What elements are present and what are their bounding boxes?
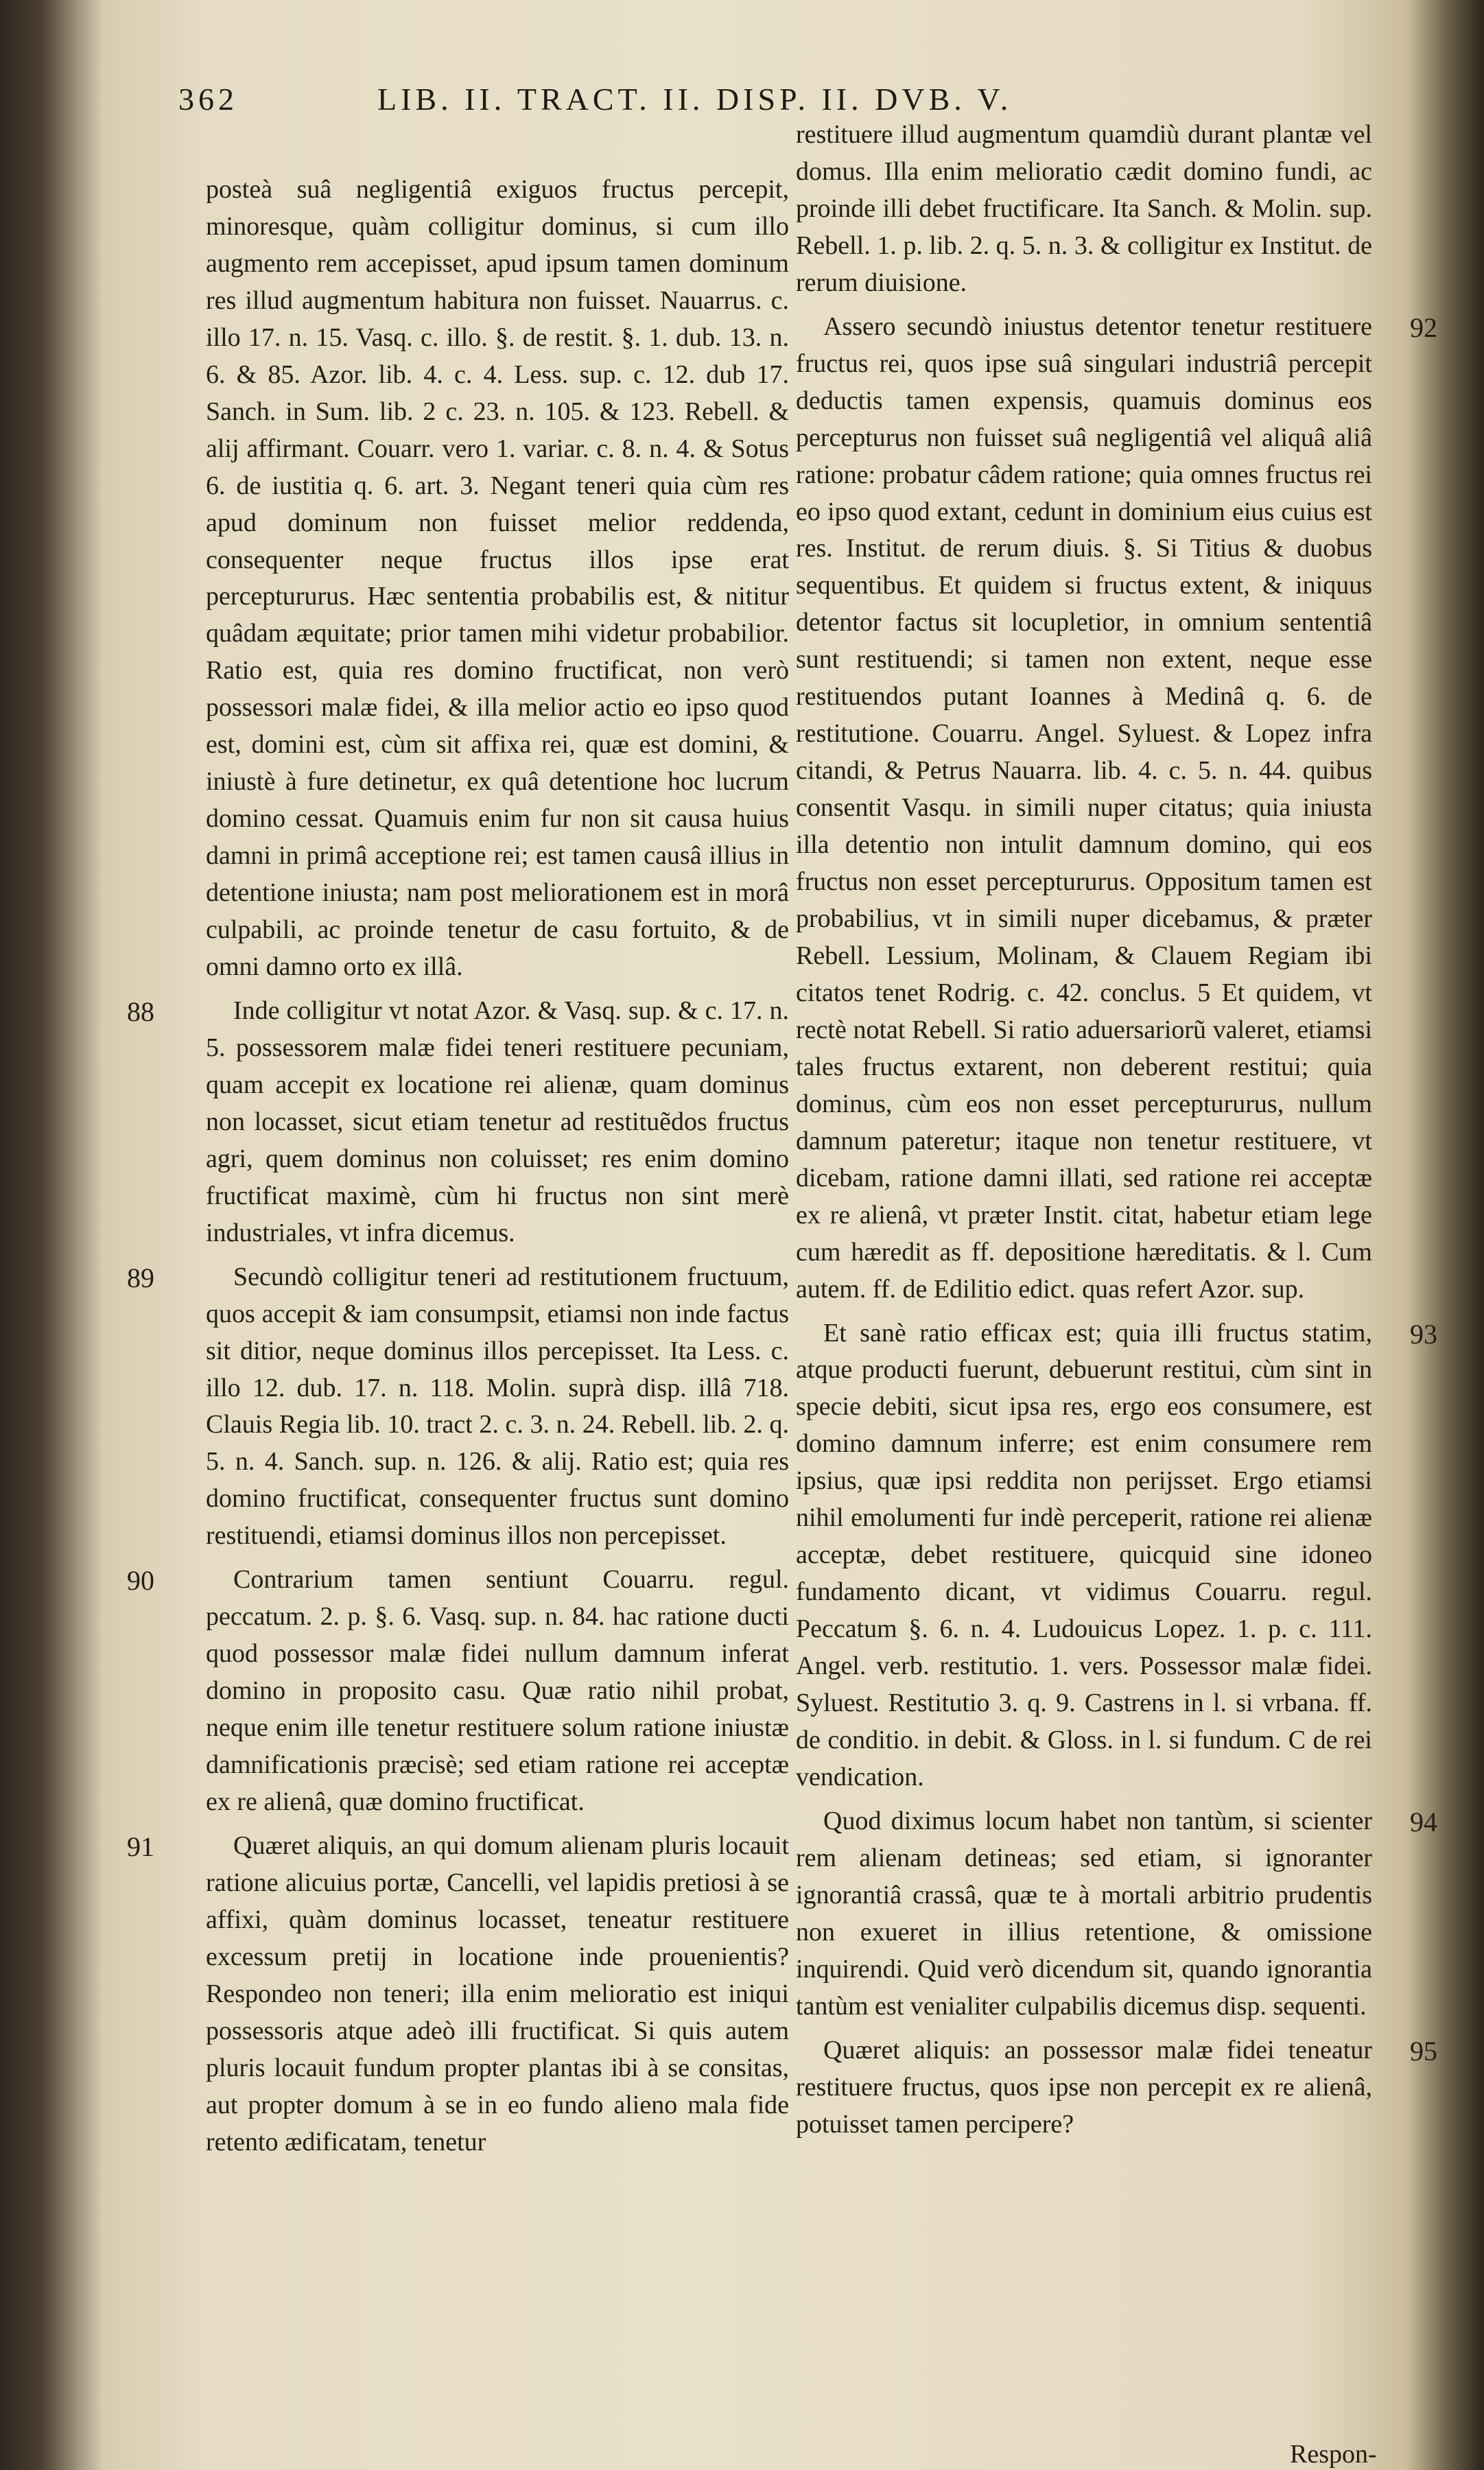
paragraph-text: Secundò colligitur teneri ad restitutionem fructuum, quos accepit & iam consumpsit, etiamsi non inde factus sit ditior, neque dominus illos percepisset. Ita Less. c. illo 12. dub. 17. n. 118. Molin. suprà disp. illâ 718. Clauis Regia lib. 10. tract 2. c. 3. n. 24. Rebell. lib. 2. q. 5. n. 4. Sanch. sup. n. 126. & alij. Ratio est; quia res domino fructificat, consequenter fructus sunt domino restituendi, etiamsi dominus illos non percepisset. (206, 1262, 789, 1551)
paragraph (796, 309, 1437, 1308)
paragraph (127, 1259, 789, 1555)
catchword: Respon- (1290, 2440, 1377, 2469)
book-page (96, 0, 1441, 2470)
paragraph-text: Quæret aliquis, an qui domum alienam pluris locauit ratione alicuius portæ, Cancelli, vel lapidis pretiosi à se affixi, quàm dominus locasset, teneatur restituere excessum pretij in locatione inde prouenientis? Respondeo non teneri; illa enim melioratio est iniqui possessoris atque adeò illi fructificat. Si quis autem pluris locauit fundum propter plantas ibi à se consitas, aut propter domum à se in eo fundo alieno mala fide retento ædificatam, tenetur (206, 1831, 789, 2156)
paragraph (206, 172, 789, 986)
margin-number: 90 (127, 1565, 154, 1597)
left-column (127, 172, 789, 2168)
paragraph-text: Contrarium tamen sentiunt Couarru. regul. peccatum. 2. p. §. 6. Vasq. sup. n. 84. hac ratione ducti quod possessor malæ fidei nullum damnum inferat domino in proposito casu. Quæ ratio nihil probat, neque enim ille tenetur restituere solum ratione iniustæ damnificationis præcisè; sed etiam ratione rei acceptæ ex re alienâ, quæ domino fructificat. (206, 1565, 789, 1816)
paragraph (127, 1562, 789, 1821)
paragraph-text: Inde colligitur vt notat Azor. & Vasq. sup. & c. 17. n. 5. possessorem malæ fidei teneri restituere pecuniam, quam accepit ex locatione rei alienæ, quam dominus non locasset, sicut etiam tenetur ad restituẽdos fructus agri, quem dominus non coluisset; res enim domino fructificat maximè, cùm hi fructus non sint merè industriales, vt infra dicemus. (206, 996, 789, 1247)
paragraph-text: restituere illud augmentum quamdiù durant plantæ vel domus. Illa enim melioratio cædit domino fundi, ac proinde illi debet fructificare. Ita Sanch. & Molin. sup. Rebell. 1. p. lib. 2. q. 5. n. 3. & colligitur ex Institut. de rerum diuisione. (796, 120, 1372, 297)
right-column (796, 117, 1437, 2150)
margin-number: 92 (1410, 311, 1437, 343)
paragraph (796, 2032, 1437, 2143)
paragraph (796, 1315, 1437, 1796)
paragraph-text: Quæret aliquis: an possessor malæ fidei teneatur restituere fructus, quos ipse non percepit ex re alienâ, potuisset tamen percipere? (796, 2035, 1372, 2139)
margin-number: 88 (127, 996, 154, 1027)
page-number: 362 (178, 82, 238, 117)
margin-number: 95 (1410, 2035, 1437, 2067)
paragraph (127, 1828, 789, 2161)
margin-number: 93 (1410, 1318, 1437, 1350)
margin-number: 91 (127, 1831, 154, 1862)
running-head: LIB. II. TRACT. II. DISP. II. DVB. V. (377, 82, 1013, 117)
paragraph (796, 1803, 1437, 2025)
margin-number: 94 (1410, 1806, 1437, 1837)
paragraph-text: Assero secundò iniustus detentor tenetur restituere fructus rei, quos ipse suâ singulari industriâ percepit deductis tamen expensis, quamuis dominus eos percepturus non fuisset suâ negligentiâ vel aliquâ aliâ ratione: probatur câdem ratione; quia omnes fructus rei eo ipso quod extant, cedunt in dominium eius cuius est res. Institut. de rerum diuis. §. Si Titius & duobus sequentibus. Et quidem si fructus extent, & iniquus detentor factus sit locupletior, in omnium sententiâ sunt restituendi; si tamen non extent, neque esse restituendos putant Ioannes à Medinâ q. 6. de restitutione. Couarru. Angel. Syluest. & Lopez infra citandi, & Petrus Nauarra. lib. 4. c. 5. n. 44. quibus consentit Vasqu. in simili nuper citatus; quia iniusta illa detentio non intulit damnum domino, qui eos fructus non esset perceptururus. Oppositum tamen est probabilius, vt in simili nuper dicebamus, & præter Rebell. Lessium, Molinam, & Clauem Regiam ibi citatos tenet Rodrig. c. 42. conclus. 5 Et quidem, vt rectè notat Rebell. Si ratio aduersariorũ valeret, etiamsi tales fructus extarent, non deberent restitui; quia dominus, cùm eos non esset perceptururus, nullum damnum pateretur; itaque non tenetur restituere, vt dicebam, ratione damni illati, sed ratione rei acceptæ ex re alienâ, vt præter Instit. citat, habetur etiam lege cum hæredit as ff. depositione hæreditatis. & l. Cum autem. ff. de Edilitio edict. quas refert Azor. sup. (796, 311, 1372, 1304)
paragraph (127, 993, 789, 1252)
paragraph-text: posteà suâ negligentiâ exiguos fructus percepit, minoresque, quàm colligitur dominus, si cum illo augmento rem accepisset, apud ipsum tamen dominum res illud augmentum habitura non fuisset. Nauarrus. c. illo 17. n. 15. Vasq. c. illo. §. de restit. §. 1. dub. 13. n. 6. & 85. Azor. lib. 4. c. 4. Less. sup. c. 12. dub 17. Sanch. in Sum. lib. 2 c. 23. n. 105. & 123. Rebell. & alij affirmant. Couarr. vero 1. variar. c. 8. n. 4. & Sotus 6. de iustitia q. 6. art. 3. Negant teneri quia cùm res apud dominum non fuisset melior reddenda, consequenter neque fructus illos ipse erat perceptururus. Hæc sententia probabilis est, & nititur quâdam æquitate; prior tamen mihi videtur probabilior. Ratio est, quia res domino fructificat, non verò possessori malæ fidei, & illa melior actio eo ipso quod est, domini est, cùm sit affixa rei, quæ est domini, & iniustè à fure detinetur, ex quâ detentione hoc lucrum domino cessat. Quamuis enim fur non sit causa huius damni in primâ acceptione rei; est tamen causâ illius in detentione iniusta; nam post meliorationem est in morâ culpabili, ac proinde tenetur de casu fortuito, & de omni damno orto ex illâ. (206, 175, 789, 982)
margin-number: 89 (127, 1262, 154, 1293)
paragraph-text: Et sanè ratio efficax est; quia illi fructus statim, atque producti fuerunt, debuerunt restitui, cùm sint in specie debiti, sicut ipsa res, ergo eos consumere, est domino damnum inferre; est enim consumere rem ipsius, quæ ipsi reddita non perijsset. Ergo etiamsi nihil emolumenti fur indè perceperit, ratione rei alienæ acceptæ, debet restituere, quicquid sine idoneo fundamento dicant, vt vidimus Couarru. regul. Peccatum §. 6. n. 4. Ludouicus Lopez. 1. p. c. 111. Angel. verb. restitutio. 1. vers. Possessor malæ fidei. Syluest. Restitutio 3. q. 9. Castrens in l. si vrbana. ff. de conditio. in debit. & Gloss. in l. si fundum. C de rei vendication. (796, 1318, 1372, 1791)
paragraph (796, 117, 1372, 302)
paragraph-text: Quod diximus locum habet non tantùm, si scienter rem alienam detineas; sed etiam, si ignoranter ignorantiâ crassâ, quæ te à mortali arbitrio prudentis non exueret in illius retentione, & omissione inquirendi. Quid verò dicendum sit, quando ignorantia tantùm est venialiter culpabilis dicemus disp. sequenti. (796, 1806, 1372, 2021)
